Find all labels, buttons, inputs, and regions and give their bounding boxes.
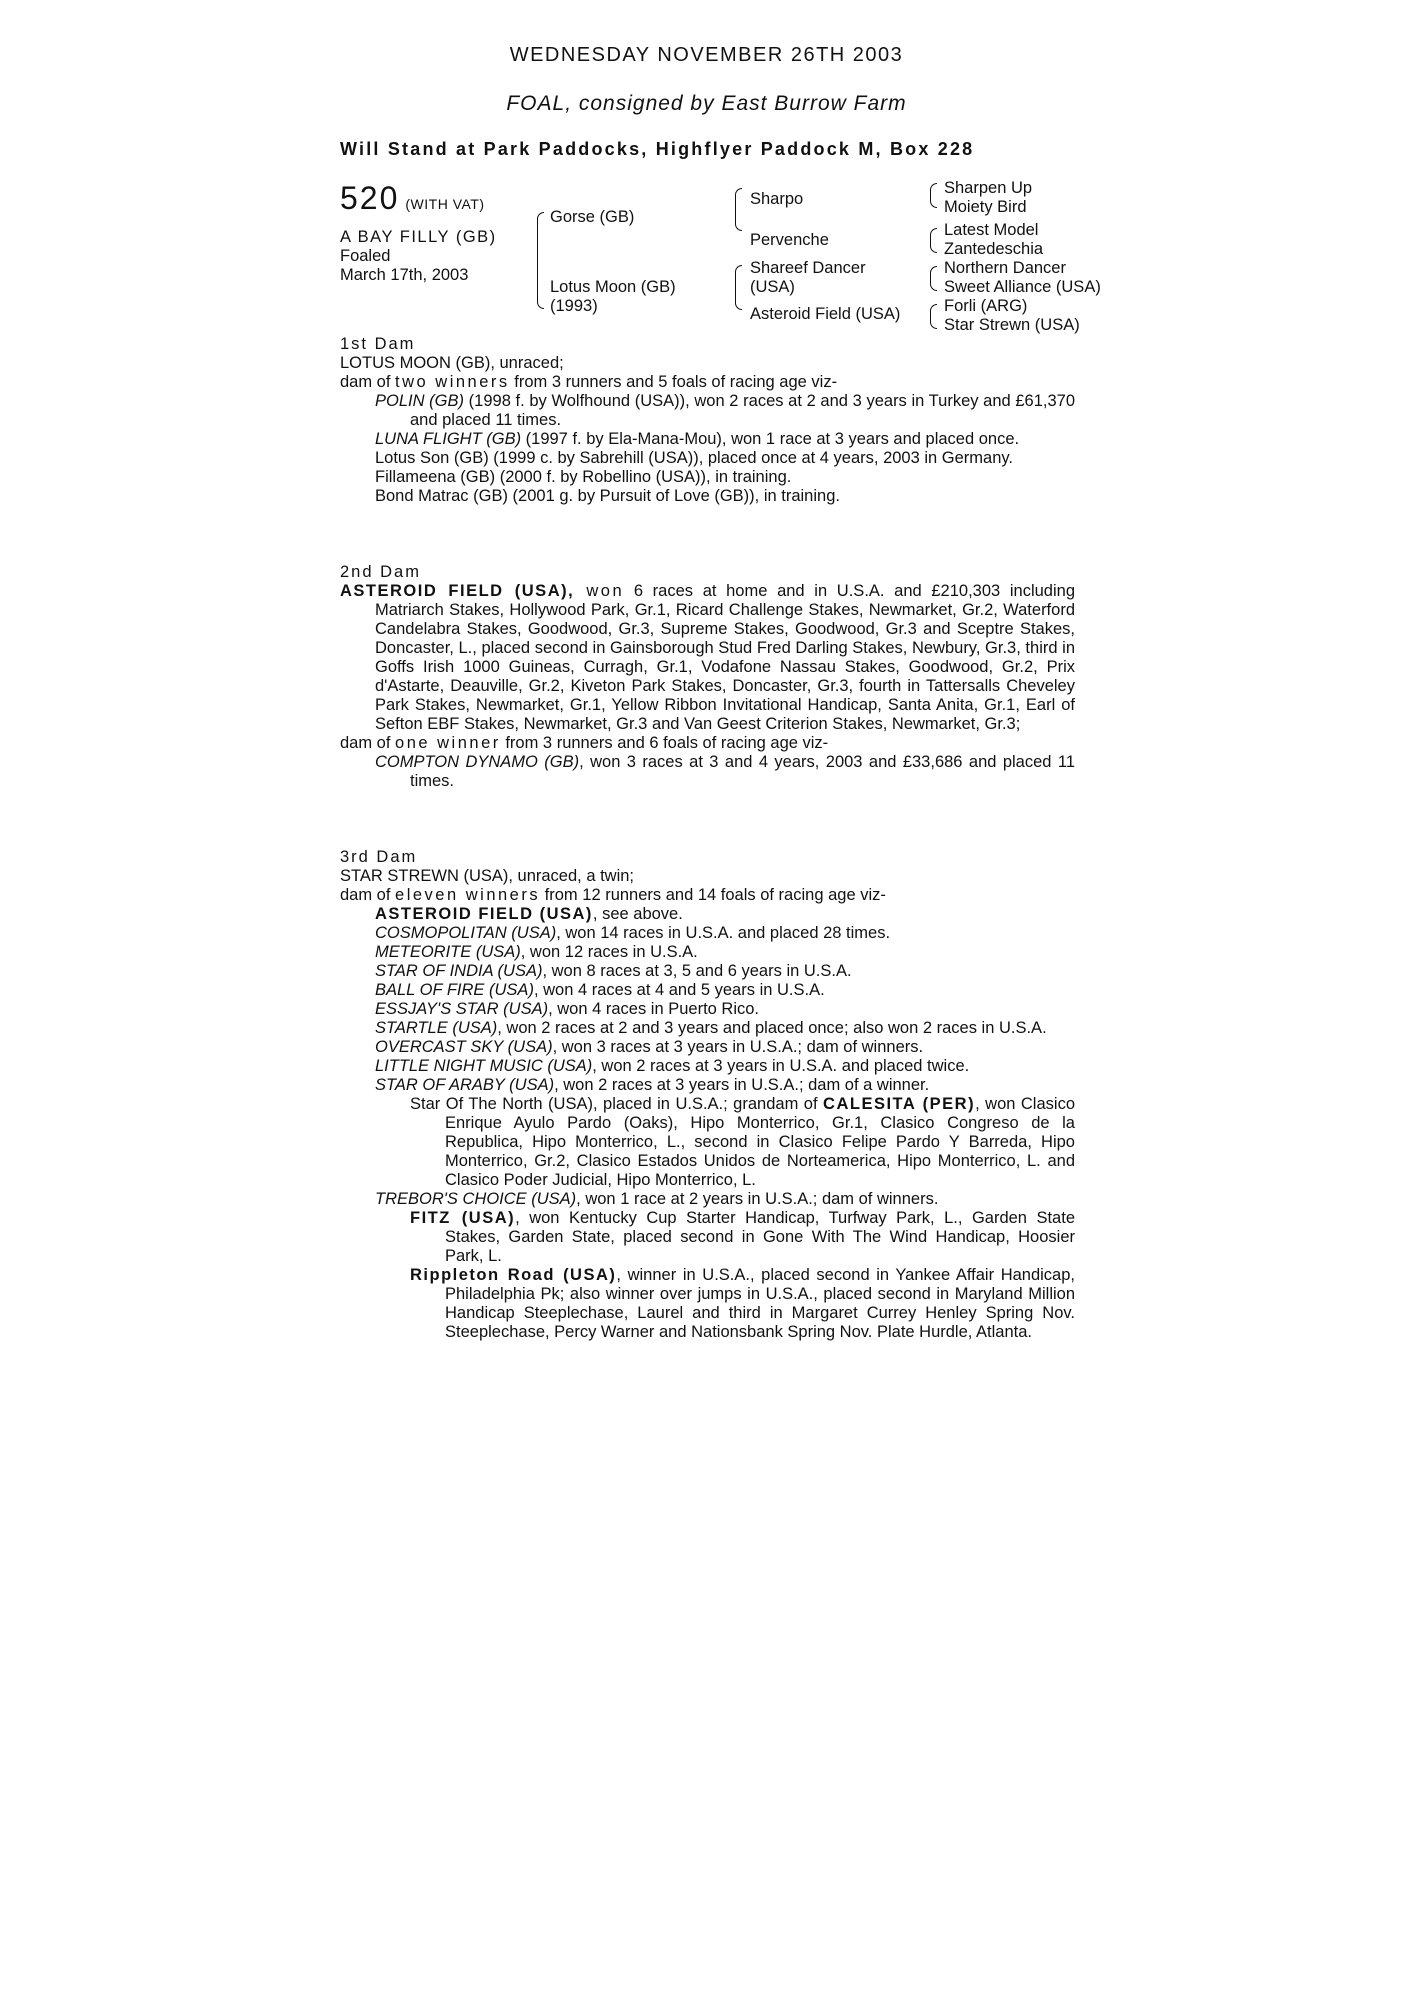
pedigree-brace	[735, 210, 742, 231]
pedigree-gg5: Northern Dancer	[944, 259, 1066, 277]
third-dam-summary: dam of eleven winners from 12 runners and 14 foals of racing age viz-	[340, 886, 886, 904]
first-dam-summary: dam of two winners from 3 runners and 5 foals of racing age viz-	[340, 373, 838, 391]
third-dam-section	[340, 848, 1075, 1342]
first-dam-name: LOTUS MOON (GB), unraced;	[340, 354, 564, 372]
pedigree-sire-sire: Sharpo	[750, 190, 804, 208]
horse-description: A BAY FILLY (GB)	[340, 228, 497, 246]
foaled-date: March 17th, 2003	[340, 266, 469, 284]
third-dam-name: STAR STREWN (USA), unraced, a twin;	[340, 867, 635, 885]
progeny-entry: ESSJAY'S STAR (USA), won 4 races in Puerto Rico.	[375, 1000, 760, 1018]
grand-progeny-entry: Rippleton Road (USA), winner in U.S.A., placed second in Yankee Affair Handicap, Philadelphia Pk; also winner over jumps in U.S.A., placed second in Maryland Million Handicap Steeplechase, Laurel and third in Margaret Currey Henley Spring Nov. Steeplechase, Percy Warner and Nationsbank Spring Nov. Plate Hurdle, Atlanta.	[410, 1266, 1075, 1341]
second-dam-section	[340, 563, 1075, 791]
progeny-entry: STAR OF ARABY (USA), won 2 races at 3 years in U.S.A.; dam of a winner.	[375, 1076, 930, 1094]
pedigree-gg6: Sweet Alliance (USA)	[944, 278, 1101, 296]
pedigree-brace	[930, 278, 937, 291]
pedigree-brace	[930, 195, 937, 208]
second-dam-summary: dam of one winner from 3 runners and 6 foals of racing age viz-	[340, 734, 829, 752]
pedigree-gg3: Latest Model	[944, 221, 1039, 239]
foaled-label: Foaled	[340, 247, 391, 265]
pedigree-dam-sire: Shareef Dancer	[750, 259, 866, 277]
pedigree-brace	[537, 212, 544, 259]
progeny-entry: LUNA FLIGHT (GB) (1997 f. by Ela-Mana-Mou), won 1 race at 3 years and placed once.	[375, 430, 1020, 448]
progeny-entry: METEORITE (USA), won 12 races in U.S.A.	[375, 943, 698, 961]
pedigree-gg4: Zantedeschia	[944, 240, 1044, 258]
pedigree-sire: Gorse (GB)	[550, 208, 635, 226]
second-dam-record: ASTEROID FIELD (USA), won 6 races at home and in U.S.A. and £210,303 including Matriarch Stakes, Hollywood Park, Gr.1, Ricard Challenge Stakes, Newmarket, Gr.2, Waterford Candelabra Stakes, Goodwood, Gr.3, Supreme Stakes, Goodwood, Gr.3 and Sceptre Stakes, Doncaster, L., placed second in Gainsborough Stud Fred Darling Stakes, Newbury, Gr.3, third in Goffs Irish 1000 Guineas, Curragh, Gr.1, Vodafone Nassau Stakes, Goodwood, Gr.2, Prix d'Astarte, Deauville, Gr.2, Kiveton Park Stakes, Doncaster, Gr.3, fourth in Tattersalls Cheveley Park Stakes, Newmarket, Gr.1, Yellow Ribbon Invitational Handicap, Santa Anita, Gr.1, Earl of Sefton EBF Stakes, Newmarket, Gr.3 and Van Geest Criterion Stakes, Newmarket, Gr.3;	[340, 582, 1075, 733]
pedigree-brace	[735, 265, 742, 288]
pedigree-dam-year: (1993)	[550, 297, 598, 315]
pedigree-gg7: Forli (ARG)	[944, 297, 1028, 315]
pedigree-brace	[930, 240, 937, 253]
vat-note: (WITH VAT)	[405, 196, 485, 212]
progeny-entry: STARTLE (USA), won 2 races at 2 and 3 years and placed once; also won 2 races in U.S.A.	[375, 1019, 1047, 1037]
first-dam-section	[340, 335, 1075, 506]
grand-progeny-entry: Star Of The North (USA), placed in U.S.A.; grandam of CALESITA (PER), won Clasico Enrique Ayulo Pardo (Oaks), Hipo Monterrico, Gr.1, Clasico Congreso de la Republica, Hipo Monterrico, L., second in Clasico Felipe Pardo Y Barreda, Hipo Monterrico, Gr.2, Clasico Estados Unidos de Norteamerica, Hipo Monterrico, L. and Clasico Poder Judicial, Hipo Monterrico, L.	[410, 1095, 1075, 1189]
progeny-entry: POLIN (GB) (1998 f. by Wolfhound (USA)), won 2 races at 2 and 3 years in Turkey and £61,370 and placed 11 times.	[375, 392, 1075, 429]
progeny-entry: Fillameena (GB) (2000 f. by Robellino (USA)), in training.	[375, 468, 792, 486]
lot-heading	[340, 180, 485, 217]
third-dam-heading: 3rd Dam	[340, 848, 418, 866]
progeny-entry: LITTLE NIGHT MUSIC (USA), won 2 races at 3 years in U.S.A. and placed twice.	[375, 1057, 970, 1075]
stand-location: Will Stand at Park Paddocks, Highflyer Paddock M, Box 228	[340, 139, 975, 159]
consignment-line: FOAL, consigned by East Burrow Farm	[506, 92, 907, 115]
progeny-entry: Lotus Son (GB) (1999 c. by Sabrehill (USA)), placed once at 4 years, 2003 in Germany.	[375, 449, 1014, 467]
lot-number: 520	[340, 180, 400, 216]
pedigree-sire-dam: Pervenche	[750, 231, 829, 249]
pedigree-brace	[735, 287, 742, 310]
pedigree-gg2: Moiety Bird	[944, 198, 1027, 216]
pedigree-gg1: Sharpen Up	[944, 179, 1033, 197]
first-dam-heading: 1st Dam	[340, 335, 416, 353]
progeny-entry: BALL OF FIRE (USA), won 4 races at 4 and 5 years in U.S.A.	[375, 981, 825, 999]
pedigree-gg8: Star Strewn (USA)	[944, 316, 1080, 334]
progeny-entry: COMPTON DYNAMO (GB), won 3 races at 3 and 4 years, 2003 and £33,686 and placed 11 times.	[375, 753, 1075, 790]
pedigree-brace	[537, 258, 544, 309]
progeny-entry: STAR OF INDIA (USA), won 8 races at 3, 5 and 6 years in U.S.A.	[375, 962, 852, 980]
progeny-entry: TREBOR'S CHOICE (USA), won 1 race at 2 years in U.S.A.; dam of winners.	[375, 1190, 939, 1208]
progeny-entry: Bond Matrac (GB) (2001 g. by Pursuit of Love (GB)), in training.	[375, 487, 840, 505]
pedigree-dam-dam: Asteroid Field (USA)	[750, 305, 901, 323]
second-dam-heading: 2nd Dam	[340, 563, 421, 581]
pedigree-dam-sire-origin: (USA)	[750, 278, 795, 296]
progeny-entry: OVERCAST SKY (USA), won 3 races at 3 years in U.S.A.; dam of winners.	[375, 1038, 924, 1056]
pedigree-brace	[735, 188, 742, 211]
grand-progeny-entry: FITZ (USA), won Kentucky Cup Starter Handicap, Turfway Park, L., Garden State Stakes, Garden State, placed second in Gone With The Wind Handicap, Hoosier Park, L.	[410, 1209, 1075, 1265]
progeny-entry: COSMOPOLITAN (USA), won 14 races in U.S.A. and placed 28 times.	[375, 924, 891, 942]
sale-date: WEDNESDAY NOVEMBER 26TH 2003	[509, 44, 904, 66]
horse-details	[340, 228, 497, 285]
progeny-entry: ASTEROID FIELD (USA), see above.	[375, 905, 683, 923]
pedigree-dam: Lotus Moon (GB)	[550, 278, 676, 296]
pedigree-brace	[930, 316, 937, 329]
